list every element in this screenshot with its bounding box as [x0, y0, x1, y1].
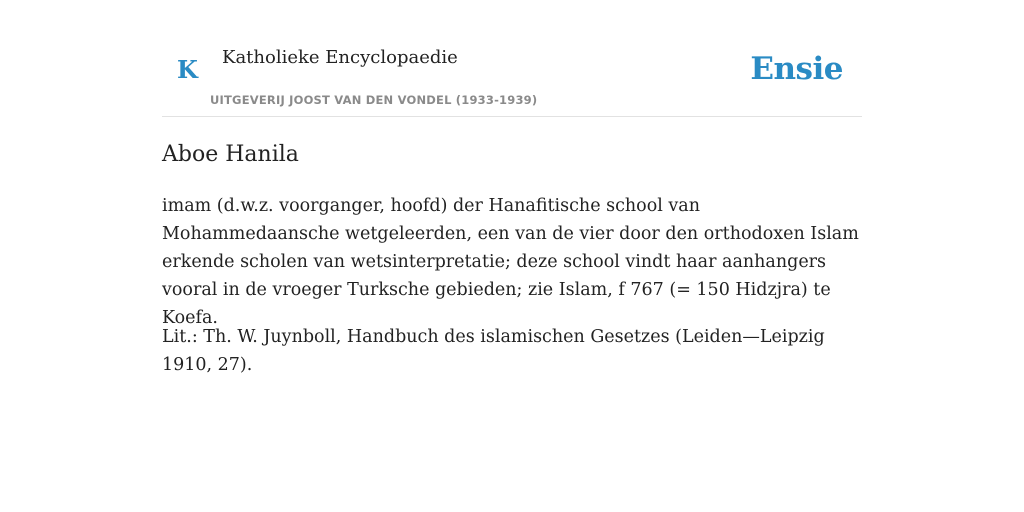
article-title: Aboe Hanila — [162, 142, 299, 167]
ensie-brand-logo[interactable]: Ensie — [750, 51, 843, 87]
article-body-paragraph: imam (d.w.z. voorganger, hoofd) der Hanafitische school van Mohammedaansche wetgeleerden, een van de vier door den orthodoxen Islam erkende scholen van wetsinterpretatie; deze school vindt haar aanhangers vooral in de vroeger Turksche gebieden; zie Islam, f 767 (= 150 Hidzjra) te Koefa. — [162, 196, 859, 328]
encyclopedia-title-link[interactable]: Katholieke Encyclopaedie — [222, 47, 458, 68]
encyclopedia-logo[interactable]: K — [177, 55, 198, 84]
article-literature-paragraph: Lit.: Th. W. Juynboll, Handbuch des islamischen Gesetzes (Leiden—Leipzig 1910, 27). — [162, 327, 825, 375]
page-container — [162, 0, 862, 375]
publisher-label: UITGEVERIJ JOOST VAN DEN VONDEL (1933-1939) — [210, 93, 538, 107]
encyclopedia-header — [162, 0, 862, 117]
